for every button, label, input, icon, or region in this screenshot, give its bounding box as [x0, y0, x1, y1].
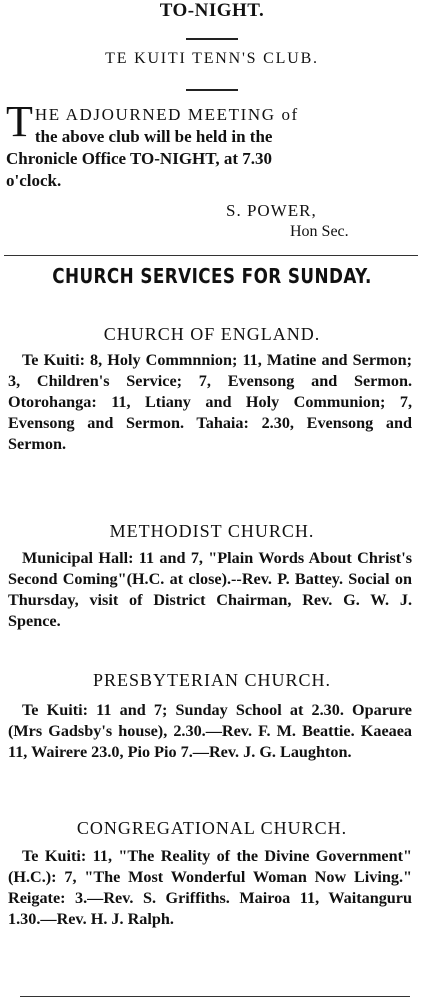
- church-heading: CHURCH OF ENGLAND.: [103, 324, 321, 344]
- club-title: TE KUITI TENN'S CLUB.: [105, 50, 319, 67]
- service-paragraph: Municipal Hall: 11 and 7, "Plain Words About Christ's Second Coming"(H.C. at close).--Rev. P. Battey. Social on Thursday, visit of District Chairman, Rev. G. W. J. Spence.: [8, 549, 412, 630]
- notice-line: Chronicle Office TO-NIGHT, at 7.30: [6, 149, 273, 168]
- signature-name: S. POWER,: [226, 201, 317, 220]
- church-services-text: [8, 846, 412, 930]
- church-heading: PRESBYTERIAN CHURCH.: [92, 670, 332, 690]
- church-heading: CONGREGATIONAL CHURCH.: [76, 818, 348, 838]
- church-services-text: [8, 548, 412, 632]
- church-services-text: [8, 700, 412, 763]
- church-heading: METHODIST CHURCH.: [109, 521, 315, 541]
- service-paragraph: Te Kuiti: 8, Holy Commnnion; 11, Matine and Sermon; 3, Children's Service; 7, Evensong and Sermon. Otorohanga: 11, Ltiany and Holy Communion; 7, Evensong and Sermon. Tahaia: 2.30, Evensong and Sermon.: [8, 351, 412, 453]
- notice-line: the above club will be held in the: [34, 127, 273, 146]
- section-divider: [4, 255, 418, 256]
- bottom-divider: [20, 996, 410, 997]
- signature-title: Hon Sec.: [290, 223, 349, 240]
- tonight-heading: TO-NIGHT.: [159, 0, 265, 21]
- service-paragraph: Te Kuiti: 11 and 7; Sunday School at 2.30. Oparure (Mrs Gadsby's house), 2.30.—Rev. F. M. Beattie. Kaeaea 11, Wairere 23.0, Pio Pio 7.—Rev. J. G. Laughton.: [8, 701, 412, 761]
- notice-line: o'clock.: [6, 171, 62, 190]
- drop-cap: T: [6, 97, 33, 146]
- notice-first-line: HE ADJOURNED MEETING of: [34, 105, 299, 124]
- service-paragraph: Te Kuiti: 11, "The Reality of the Divine Government" (H.C.): 7, "The Most Wonderful Woman Now Living." Reigate: 3.—Rev. S. Griffiths. Mairoa 11, Waitanguru 1.30.—Rev. H. J. Ralph.: [8, 847, 412, 928]
- short-divider: [186, 89, 238, 91]
- meeting-notice: [6, 97, 416, 192]
- services-title: CHURCH SERVICES FOR SUNDAY.: [52, 264, 372, 288]
- short-divider: [186, 38, 238, 40]
- church-services-text: [8, 350, 412, 455]
